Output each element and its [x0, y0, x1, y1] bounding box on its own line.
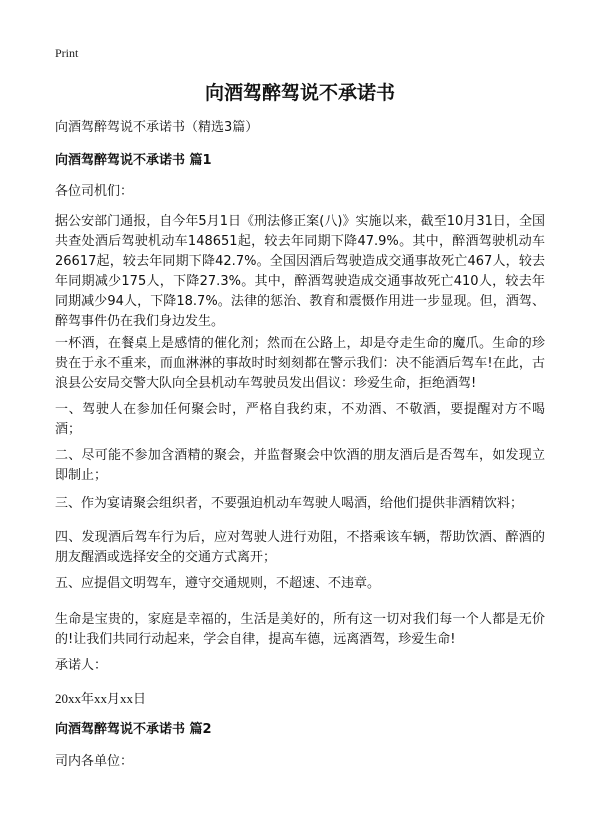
greeting: 各位司机们： — [55, 184, 134, 199]
paragraph-3: 生命是宝贵的，家庭是幸福的，生活是美好的，所有这一切对我们每一个人都是无价的!让我们共同行动起来，学会自律，提高车德，远离酒驾，珍爱生命! — [55, 612, 545, 647]
subtitle: 向酒驾醉驾说不承诺书（精选3篇） — [55, 120, 259, 135]
signer-label: 承诺人： — [55, 658, 108, 673]
section-heading-2: 向酒驾醉驾说不承诺书 篇2 — [55, 722, 212, 737]
list-item-3: 三、作为宴请聚会组织者，不要强迫机动车驾驶人喝酒，给他们提供非酒精饮料； — [55, 496, 524, 511]
section-heading-1: 向酒驾醉驾说不承诺书 篇1 — [55, 153, 212, 168]
list-item-5: 五、应提倡文明驾车，遵守交通规则，不超速、不违章。 — [55, 576, 381, 591]
page-title: 向酒驾醉驾说不承诺书 — [204, 82, 395, 104]
paragraph-1: 据公安部门通报，自今年5月1日《刑法修正案(八)》实施以来，截至10月31日，全国共查处酒后驾驶机动车148651起，较去年同期下降47.9%。其中，醉酒驾驶机动车26617起，较去年同期下降42.7%。全国因酒后驾驶造成交通事故死亡467人，较去年同期减少175人，下降27.3%。其中，醉酒驾驶造成交通事故死亡410人，较去年同期减少94人，下降18.7%。法律的惩治、教育和震慑作用进一步显现。但，酒驾、醉驾事件仍在我们身边发生。 — [55, 214, 545, 329]
paragraph-2: 一杯酒，在餐桌上是感情的催化剂；然而在公路上，却是夺走生命的魔爪。生命的珍贵在于永不重来，而血淋淋的事故时时刻刻都在警示我们：决不能酒后驾车!在此，古浪县公安局交警大队向全县机动车驾驶员发出倡议：珍爱生命，拒绝酒驾! — [55, 336, 545, 391]
section-2-greeting: 司内各单位： — [55, 754, 134, 769]
print-link[interactable]: Print — [55, 46, 79, 60]
list-item-4: 四、发现酒后驾车行为后，应对驾驶人进行劝阻，不搭乘该车辆，帮助饮酒、醉酒的朋友醒酒或选择安全的交通方式离开； — [55, 530, 545, 565]
list-item-2: 二、尽可能不参加含酒精的聚会，并监督聚会中饮酒的朋友酒后是否驾车，如发现立即制止； — [55, 448, 545, 483]
signature-date: 20xx年xx月xx日 — [55, 691, 147, 706]
list-item-1: 一、驾驶人在参加任何聚会时，严格自我约束，不劝酒、不敬酒，要提醒对方不喝酒； — [55, 402, 545, 437]
